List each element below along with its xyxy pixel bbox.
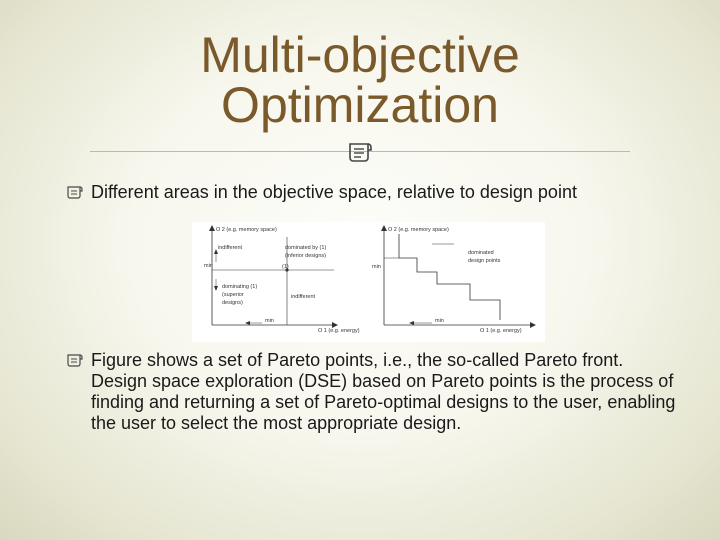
scroll-bullet-icon <box>66 353 86 368</box>
objective-space-figure <box>192 222 545 342</box>
right-min-x-arrow-icon <box>409 321 414 325</box>
title-line-1: Multi-objective <box>200 27 520 83</box>
label-design-point: (1) <box>282 264 289 270</box>
scroll-divider-icon <box>346 140 374 164</box>
bullet-item <box>66 182 676 203</box>
bullet-text: Different areas in the objective space, relative to design point <box>91 182 577 202</box>
left-y-arrow-icon <box>209 225 215 231</box>
label-inferior-designs: (inferior designs) <box>285 253 326 259</box>
left-y-axis-label: O 2 (e.g. memory space) <box>216 227 277 233</box>
left-min-y-label: min <box>204 263 213 269</box>
label-superior: (superior <box>222 292 244 298</box>
label-designs: designs) <box>222 300 243 306</box>
right-y-axis-label: O 2 (e.g. memory space) <box>388 227 449 233</box>
label-dominating: dominating (1) <box>222 284 258 290</box>
right-y-arrow-icon <box>381 225 387 231</box>
left-min-x-label: min <box>265 318 274 324</box>
scroll-bullet-icon <box>66 185 86 200</box>
label-dominated: dominated <box>468 250 494 256</box>
right-x-arrow-icon <box>530 322 536 328</box>
right-min-y-label: min <box>372 264 381 270</box>
right-x-axis-label: O 1 (e.g. energy) <box>480 328 522 334</box>
left-x-axis-label: O 1 (e.g. energy) <box>318 328 360 334</box>
title-line-2: Optimization <box>221 77 499 133</box>
right-panel <box>372 225 536 334</box>
label-indifferent-top: indifferent <box>218 245 243 251</box>
label-indifferent-bottom: indifferent <box>291 294 316 300</box>
left-min-x-arrow-icon <box>245 321 250 325</box>
bullet-item <box>66 350 676 434</box>
down-arrow-icon <box>214 286 218 291</box>
right-min-x-label: min <box>435 318 444 324</box>
slide-title <box>150 27 570 133</box>
label-design-points: design points <box>468 258 501 264</box>
bullet-text: Figure shows a set of Pareto points, i.e., the so-called Pareto front. Design space exploration (DSE) based on Pareto points is the process of finding and returning a set of Pareto-optimal designs to the user, enabling the user to select the most appropriate design. <box>91 350 676 433</box>
label-dominated-by: dominated by (1) <box>285 245 327 251</box>
pareto-front-line <box>399 234 500 320</box>
left-panel <box>204 225 360 334</box>
